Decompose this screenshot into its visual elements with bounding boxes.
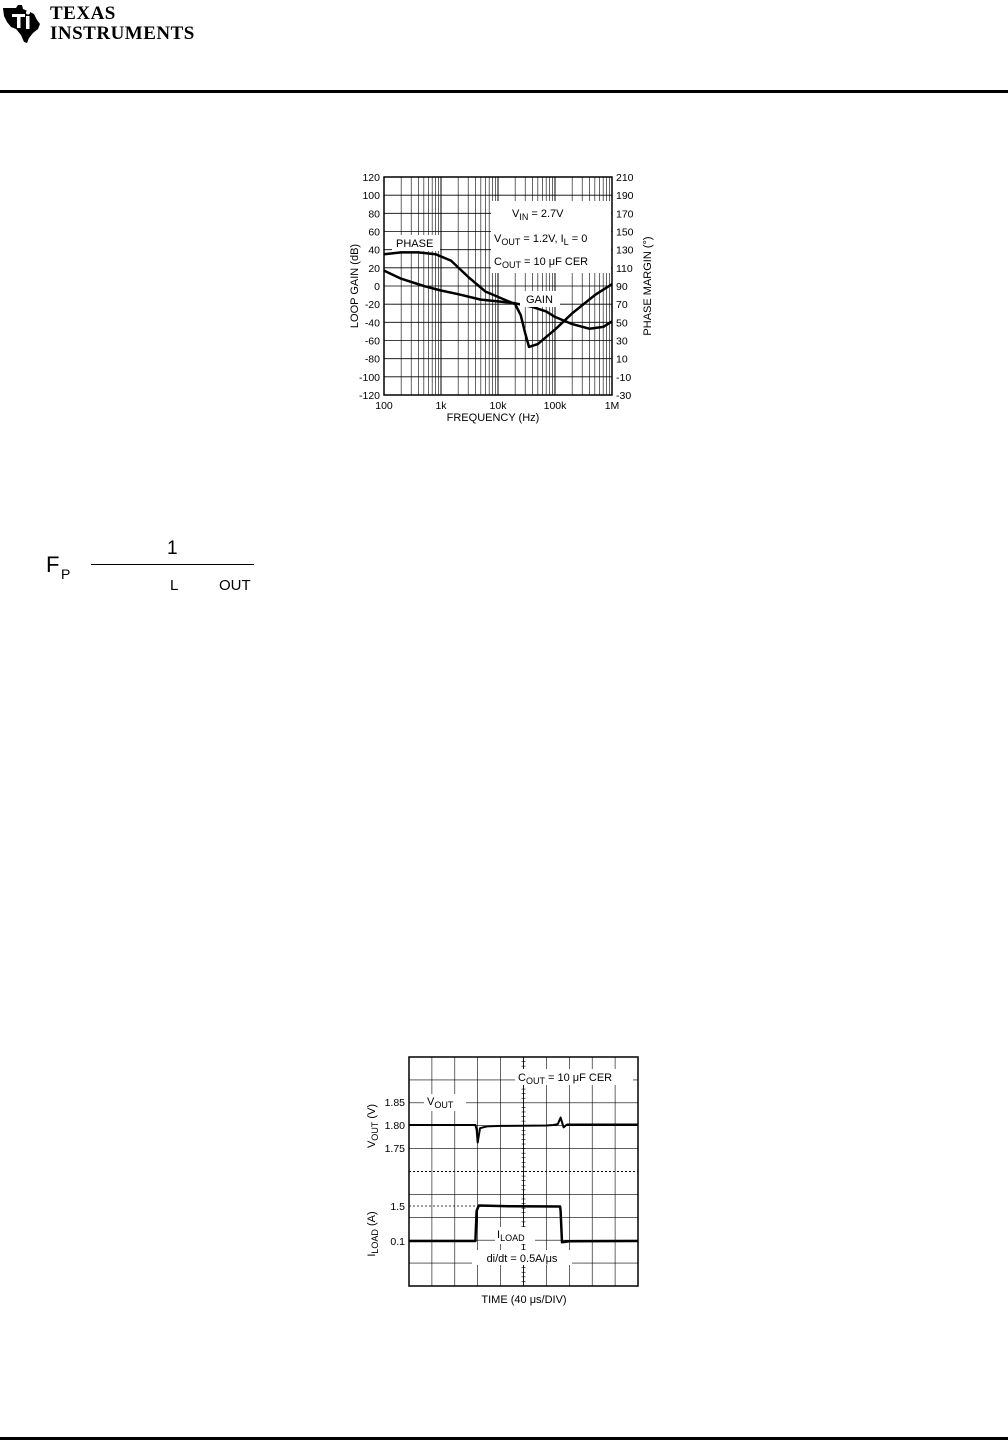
cond-vin: $V_{IN} = 2.7V$ — [512, 208, 564, 222]
iload-tick-label: 0.1 — [390, 1236, 405, 1248]
right-tick-label: -10 — [616, 371, 632, 384]
right-axis-label: PHASE MARGIN (°) — [642, 236, 654, 336]
brand-line1: TEXAS — [50, 3, 116, 24]
right-tick-label: 150 — [616, 226, 634, 239]
vout-axis-label: $V_{OUT}$ (V) — [366, 1103, 380, 1149]
right-tick-label: 110 — [616, 262, 633, 275]
x-tick-label: 10k — [489, 400, 507, 412]
brand-line2: INSTRUMENTS — [50, 23, 195, 44]
gain-series-label: GAIN — [526, 294, 553, 306]
left-tick-label: 0 — [374, 281, 380, 293]
left-tick-label: 20 — [368, 262, 380, 275]
right-tick-label: 130 — [616, 244, 634, 257]
left-tick-label: -60 — [364, 335, 380, 348]
x-axis-label: FREQUENCY (Hz) — [446, 412, 540, 424]
left-tick-label: 80 — [368, 208, 380, 221]
phase-series-label: PHASE — [396, 238, 434, 250]
vout-tick-label: 1.85 — [384, 1097, 405, 1109]
pole-frequency-formula — [40, 535, 280, 605]
right-tick-label: 70 — [616, 299, 628, 312]
left-tick-label: -20 — [364, 299, 380, 312]
cond-cout: $C_{OUT} = 10$ μF CER — [494, 256, 589, 270]
left-tick-label: -40 — [364, 317, 380, 330]
right-tick-label: 10 — [616, 353, 628, 366]
right-tick-label: 170 — [616, 208, 634, 221]
formula-numerator: 1 — [167, 538, 178, 559]
right-tick-label: 50 — [616, 317, 628, 330]
x-tick-labels — [375, 400, 619, 412]
x-tick-label: 100k — [543, 400, 567, 412]
formula-f: F — [46, 552, 60, 577]
left-axis-label: LOOP GAIN (dB) — [349, 243, 361, 329]
right-tick-label: -30 — [616, 390, 632, 402]
iload-axis-label: $I_{LOAD}$ (A) — [366, 1211, 380, 1257]
time-axis-label: TIME (40 μs/DIV) — [481, 1294, 567, 1306]
formula-den-l: L — [170, 577, 179, 594]
left-tick-label: 40 — [368, 244, 380, 257]
cond-vout: $V_{OUT} = 1.2V$, $I_L = 0$ — [494, 233, 588, 247]
page-header — [0, 0, 1008, 92]
ti-state-logo-icon — [0, 2, 48, 46]
vout-tick-labels — [385, 1097, 406, 1155]
left-tick-label: 60 — [368, 226, 380, 239]
left-tick-label: -80 — [364, 353, 380, 366]
iload-tick-labels — [390, 1201, 405, 1248]
load-transient-chart — [362, 1052, 662, 1310]
x-tick-label: 1M — [604, 400, 620, 412]
iload-trace-label: $I_{LOAD}$ — [497, 1229, 525, 1243]
left-tick-label: 100 — [362, 190, 380, 203]
loop-gain-phase-chart — [340, 165, 670, 425]
right-tick-label: 190 — [616, 190, 634, 203]
formula-den-out: OUT — [219, 577, 251, 594]
formula-fraction-bar — [91, 564, 254, 565]
left-tick-label: 120 — [362, 172, 380, 184]
right-tick-label: 90 — [616, 281, 628, 293]
header-rule — [0, 90, 1008, 93]
didt-label: di/dt = 0.5A/μs — [486, 1253, 558, 1265]
iload-tick-label: 1.5 — [390, 1201, 405, 1213]
left-tick-label: -100 — [358, 371, 380, 384]
cond-cout: $C_{OUT} = 10$ μF CER — [518, 1072, 613, 1086]
left-tick-labels — [359, 172, 380, 402]
right-tick-label: 30 — [616, 335, 628, 348]
formula-f-sub: P — [61, 566, 71, 582]
vout-tick-label: 1.75 — [384, 1143, 405, 1155]
x-tick-label: 100 — [375, 400, 393, 412]
left-tick-label: -120 — [358, 390, 380, 402]
vout-tick-label: 1.80 — [384, 1120, 405, 1132]
vout-trace-label: $V_{OUT}$ — [427, 1096, 454, 1110]
ti-logo — [0, 0, 200, 50]
x-tick-label: 1k — [435, 400, 447, 412]
right-tick-label: 210 — [616, 172, 634, 184]
right-tick-labels — [616, 172, 634, 402]
